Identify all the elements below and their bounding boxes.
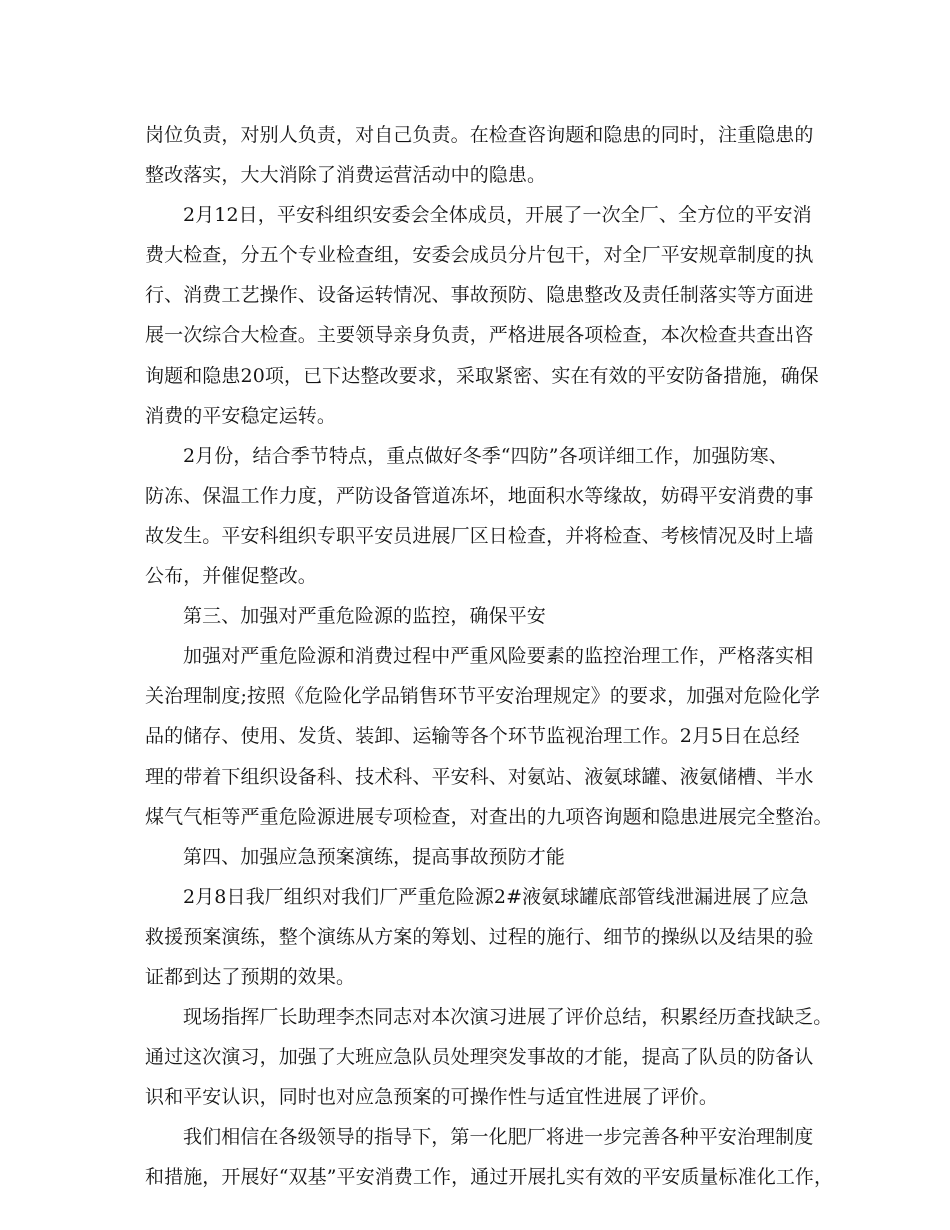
paragraph-start-line: 2月8日我厂组织对我们厂严重危险源2#液氨球罐底部管线泄漏进展了应急 <box>183 885 809 908</box>
text-line: 证都到达了预期的效果。 <box>145 965 356 988</box>
text-line: 行、消费工艺操作、设备运转情况、事故预防、隐患整改及责任制落实等方面进 <box>145 284 814 307</box>
text-line: 关治理制度;按照《危险化学品销售环节平安治理规定》的要求，加强对危险化学 <box>145 685 821 708</box>
text-line: 整改落实，大大消除了消费运营活动中的隐患。 <box>145 164 547 187</box>
section-heading: 第三、加强对严重危险源的监控，确保平安 <box>183 605 546 628</box>
paragraph-start-line: 2月份，结合季节特点，重点做好冬季“四防”各项详细工作，加强防寒、 <box>183 444 788 467</box>
text-line: 费大检查，分五个专业检查组，安委会成员分片包干，对全厂平安规章制度的执 <box>145 244 814 267</box>
text-line: 展一次综合大检查。主要领导亲身负责，严格进展各项检查，本次检查共查出咨 <box>145 324 814 347</box>
paragraph-start-line: 现场指挥厂长助理李杰同志对本次演习进展了评价总结，积累经历查找缺乏。 <box>183 1006 833 1029</box>
text-line: 识和平安认识，同时也对应急预案的可操作性与适宜性进展了评价。 <box>145 1086 719 1109</box>
text-line: 理的带着下组织设备科、技术科、平安科、对氨站、液氨球罐、液氨储槽、半水 <box>145 765 814 788</box>
text-line: 救援预案演练，整个演练从方案的筹划、过程的施行、细节的操纵以及结果的验 <box>145 925 814 948</box>
text-line: 和措施，开展好“双基”平安消费工作，通过开展扎实有效的平安质量标准化工作， <box>145 1166 834 1189</box>
document-body <box>145 115 834 1198</box>
text-line: 品的储存、使用、发货、装卸、运输等各个环节监视治理工作。2月5日在总经 <box>145 725 800 748</box>
text-line: 故发生。平安科组织专职平安员进展厂区日检查，并将检查、考核情况及时上墙 <box>145 524 814 547</box>
paragraph-start-line: 加强对严重危险源和消费过程中严重风险要素的监控治理工作，严格落实相 <box>183 645 814 668</box>
text-line: 煤气气柜等严重危险源进展专项检查，对查出的九项咨询题和隐患进展完全整治。 <box>145 805 833 828</box>
text-line: 消费的平安稳定运转。 <box>145 404 337 427</box>
paragraph-start-line: 我们相信在各级领导的指导下，第一化肥厂将进一步完善各种平安治理制度 <box>183 1126 814 1149</box>
text-line: 防冻、保温工作力度，严防设备管道冻坏，地面积水等缘故，妨碍平安消费的事 <box>145 484 814 507</box>
paragraph-start-line: 2月12日，平安科组织安委会全体成员，开展了一次全厂、全方位的平安消 <box>183 204 812 227</box>
text-line: 公布，并催促整改。 <box>145 565 317 588</box>
text-line: 通过这次演习，加强了大班应急队员处理突发事故的才能，提高了队员的防备认 <box>145 1046 814 1069</box>
section-heading: 第四、加强应急预案演练，提高事故预防才能 <box>183 845 566 868</box>
text-line: 询题和隐患20项，已下达整改要求，采取紧密、实在有效的平安防备措施，确保 <box>145 364 819 387</box>
text-line: 岗位负责，对别人负责，对自己负责。在检查咨询题和隐患的同时，注重隐患的 <box>145 124 814 146</box>
